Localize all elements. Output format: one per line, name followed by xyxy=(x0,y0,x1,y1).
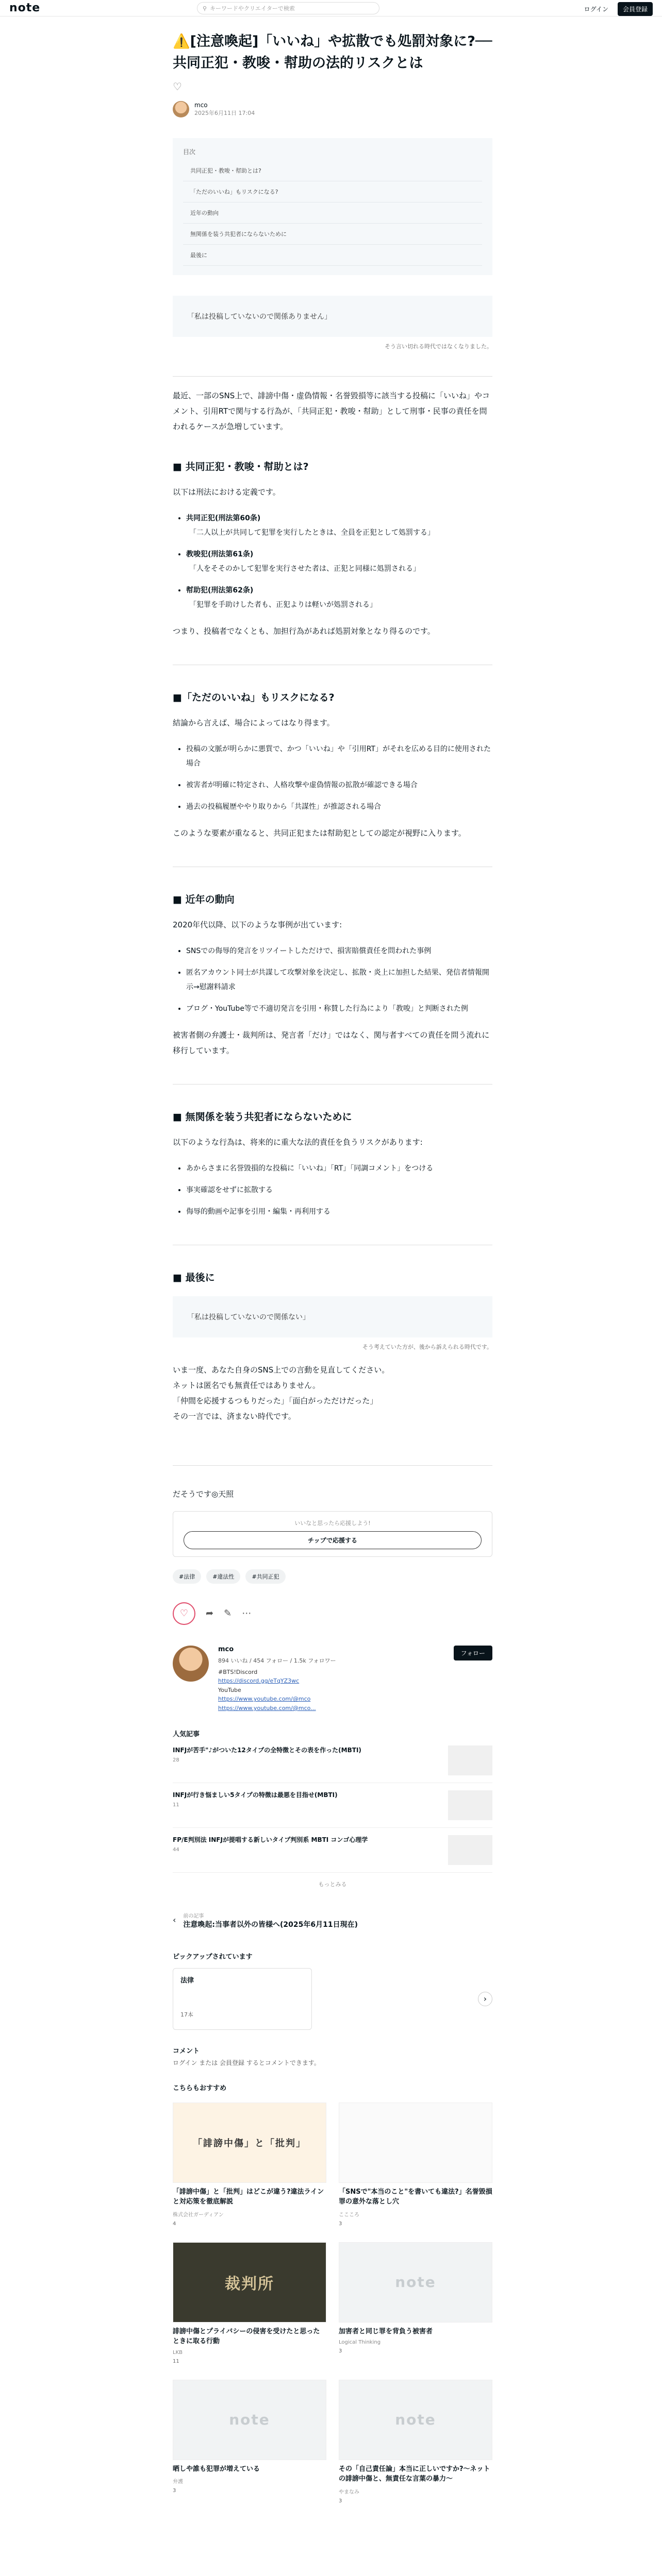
profile-name[interactable]: mco xyxy=(218,1645,234,1653)
article-card[interactable]: note その「自己責任論」本当に正しいですか?〜ネットの誹謗中傷と、無責任な言葉の暴力〜 やまなみ 3 xyxy=(339,2380,492,2504)
recommend-title: こちらもおすすめ xyxy=(173,2084,227,2092)
paragraph: 結論から言えば、場合によってはなり得ます。 xyxy=(173,718,335,727)
avatar[interactable] xyxy=(173,101,189,117)
section-heading: ■ 最後に xyxy=(173,1272,215,1283)
list-item: • 投稿の文脈が明らかに悪質で、かつ「いいね」や「引用RT」がそれを広める目的に使用された場合 xyxy=(186,742,492,771)
author-name[interactable]: mco xyxy=(194,101,208,109)
paragraph: このような要素が重なると、共同正犯または幇助犯としての認定が視野に入ります。 xyxy=(173,828,466,838)
toc-item[interactable]: 最後に xyxy=(183,245,482,266)
tag-list xyxy=(173,1569,492,1584)
pickup-title: ピックアップされています xyxy=(173,1953,253,1961)
action-bar xyxy=(173,1602,492,1625)
profile-link[interactable]: https://www.youtube.com/@mco xyxy=(218,1696,311,1703)
comment-icon[interactable]: ✎ xyxy=(224,1608,232,1619)
section-heading: ■ 無関係を装う共犯者にならないために xyxy=(173,1111,352,1123)
toc-item[interactable]: 近年の動向 xyxy=(183,202,482,224)
article-card[interactable]: note 加害者と同じ罪を背負う被害者 Logical Thinking 3 xyxy=(339,2242,492,2364)
note-logo[interactable]: note xyxy=(9,2,41,14)
search-icon: ⚲ xyxy=(203,5,207,12)
heart-icon[interactable]: ♡ xyxy=(173,80,182,93)
login-button[interactable]: ログイン xyxy=(584,6,608,13)
article-card[interactable]: 裁判所 誹謗中傷とプライバシーの侵害を受けたと思ったときに取る行動 LKB 11 xyxy=(173,2242,326,2364)
search-input[interactable]: ⚲ キーワードやクリエイターで検索 xyxy=(197,2,379,14)
section-heading: ■「ただのいいね」もリスクになる? xyxy=(173,691,335,703)
tag[interactable]: #違法性 xyxy=(206,1569,240,1584)
bullet-list xyxy=(173,1161,492,1219)
table-of-contents xyxy=(173,138,492,275)
pickup-card[interactable]: 法律 17本 xyxy=(173,1968,312,2030)
list-item: • 過去の投稿履歴ややり取りから「共謀性」が推認される場合 xyxy=(186,800,492,814)
definition-list xyxy=(173,511,492,612)
more-icon[interactable]: ⋯ xyxy=(242,1608,252,1619)
tag[interactable]: #共同正犯 xyxy=(245,1569,285,1584)
closing-paragraph: いま一度、あなた自身のSNS上での言動を見直してください。 ネットは匿名でも無責任ではありません。 「仲間を応援するつもりだった」「面白がっただけだった」 その一言では、済まない時代です。 xyxy=(173,1365,390,1421)
blockquote: 「私は投稿していないので関係ありません」 xyxy=(173,296,492,337)
article-title: ⚠️[注意喚起]「いいね」や拡散でも処罰対象に?──共同正犯・教唆・幇助の法的リスクとは xyxy=(173,33,492,71)
list-item: • SNSでの侮辱的発言をリツイートしただけで、損害賠償責任を問われた事例 xyxy=(186,944,492,958)
list-item: • 匿名アカウント同士が共謀して攻撃対象を決定し、拡散・炎上に加担した結果、発信者情報開示→慰謝料請求 xyxy=(186,965,492,994)
list-item: • 幇助犯(刑法第62条) 「犯罪を手助けした者も、正犯よりは軽いが処罰される」 xyxy=(186,583,492,612)
tip-button[interactable]: チップで応援する xyxy=(184,1531,482,1549)
section-heading: ■ 近年の動向 xyxy=(173,893,235,905)
author-profile xyxy=(173,1646,492,1713)
thumbnail xyxy=(448,1790,492,1820)
list-item: • 被害者が明確に特定され、人格攻撃や虚偽情報の拡散が確認できる場合 xyxy=(186,778,492,792)
toc-item[interactable]: 共同正犯・教唆・幇助とは? xyxy=(183,160,482,181)
list-item[interactable]: FP/E判別法 INFJが提唱する新しいタイプ判別系 MBTI コンゴ心理学 44 xyxy=(173,1828,492,1873)
follow-button[interactable]: フォロー xyxy=(454,1646,492,1660)
list-item: • あからさまに名誉毀損的な投稿に「いいね」「RT」「同調コメント」をつける xyxy=(186,1161,492,1176)
support-box xyxy=(173,1511,492,1557)
profile-link[interactable]: https://discord.gg/eTqYZ3wc xyxy=(218,1677,300,1685)
list-item[interactable]: INFJが行き悩ましい5タイプの特徴は最悪を目指せ(MBTI) 11 xyxy=(173,1783,492,1828)
share-arrow-icon[interactable]: ➦ xyxy=(206,1608,214,1619)
divider xyxy=(173,1465,492,1466)
comment-title: コメント xyxy=(173,2047,200,2055)
intro-paragraph: 最近、一部のSNS上で、誹謗中傷・虚偽情報・名誉毀損等に該当する投稿に「いいね」やコメント、引用RTで関与する行為が、「共同正犯・教唆・幇助」として刑事・民事の責任を問われるケースが急増しています。 xyxy=(173,391,490,431)
tag[interactable]: #法律 xyxy=(173,1569,201,1584)
paragraph: つまり、投稿者でなくとも、加担行為があれば処罰対象となり得るのです。 xyxy=(173,626,435,636)
bullet-list xyxy=(173,944,492,1016)
chevron-left-icon: ‹ xyxy=(173,1915,176,1925)
article-card[interactable]: 「誹謗中傷」と「批判」 「誹謗中傷」と「批判」はどこが違う?違法ラインと対応策を徹底解説 株式会社ガーディアン 4 xyxy=(173,2103,326,2227)
profile-stats: 894 いいね / 454 フォロー / 1.5k フォロワー xyxy=(218,1657,336,1664)
quote-cite: そう言い切れる時代ではなくなりました。 xyxy=(385,343,492,350)
list-item: • ブログ・YouTube等で不適切発言を引用・称賛した行為により「教唆」と判断された例 xyxy=(186,1002,492,1016)
thumbnail xyxy=(448,1835,492,1865)
list-item: • 侮辱的動画や記事を引用・編集・再利用する xyxy=(186,1205,492,1219)
signature: だそうです◎天照 xyxy=(173,1489,234,1499)
bullet-list xyxy=(173,742,492,814)
like-button[interactable]: ♡ xyxy=(173,1602,195,1625)
popular-title: 人気記事 xyxy=(173,1730,200,1738)
toc-item[interactable]: 無関係を装う共犯者にならないために xyxy=(183,224,482,245)
toc-title: 目次 xyxy=(183,148,196,156)
support-label: いいなと思ったら応援しよう! xyxy=(294,1519,371,1527)
section-heading: ■ 共同正犯・教唆・幇助とは? xyxy=(173,461,309,472)
profile-avatar[interactable] xyxy=(173,1646,209,1682)
profile-bio: #BTS!Discord https://discord.gg/eTqYZ3wc YouTube https://www.youtube.com/@mco https://www.youtube.com/@mco... xyxy=(218,1668,336,1713)
thumbnail xyxy=(448,1745,492,1775)
quote-cite: そう考えていた方が、後から訴えられる時代です。 xyxy=(362,1343,492,1350)
paragraph: 以下のような行為は、将来的に重大な法的責任を負うリスクがあります: xyxy=(173,1137,423,1147)
comment-prompt[interactable]: ログイン または 会員登録 するとコメントできます。 xyxy=(173,2059,320,2066)
article xyxy=(173,31,492,2504)
blockquote: 「私は投稿していないので関係ない」 xyxy=(173,1296,492,1337)
article-card[interactable]: 「SNSで"本当のこと"を書いても違法?」名誉毀損罪の意外な落とし穴 ここころ 3 xyxy=(339,2103,492,2227)
recommend-grid xyxy=(173,2103,492,2504)
paragraph: 2020年代以降、以下のような事例が出ています: xyxy=(173,920,342,929)
paragraph: 被害者側の弁護士・裁判所は、発言者「だけ」ではなく、関与者すべての責任を問う流れに移行しています。 xyxy=(173,1030,490,1055)
paragraph: 以下は刑法における定義です。 xyxy=(173,487,280,497)
list-item: • 共同正犯(刑法第60条) 「二人以上が共同して犯罪を実行したときは、全員を正犯として処罰する」 xyxy=(186,511,492,540)
profile-link[interactable]: https://www.youtube.com/@mco... xyxy=(218,1705,316,1712)
list-item: • 教唆犯(刑法第61条) 「人をそそのかして犯罪を実行させた者は、正犯と同様に処罰される」 xyxy=(186,547,492,576)
toc-item[interactable]: 「ただのいいね」もリスクになる? xyxy=(183,181,482,202)
divider xyxy=(173,376,492,377)
list-item[interactable]: INFJが苦手"♪がついた12タイプの全特徴とその表を作った(MBTI) 28 xyxy=(173,1738,492,1783)
list-item: • 事実確認をせずに拡散する xyxy=(186,1183,492,1197)
chevron-right-icon[interactable]: › xyxy=(478,1992,492,2006)
more-link[interactable]: もっとみる xyxy=(318,1880,347,1888)
signup-button[interactable]: 会員登録 xyxy=(618,2,653,16)
article-card[interactable]: note 晒しや誰も犯罪が増えている 弁護 3 xyxy=(173,2380,326,2504)
site-header xyxy=(0,0,662,16)
previous-article[interactable]: ‹ 前の記事 注意喚起:当事者以外の皆様へ(2025年6月11日現在) xyxy=(173,1913,358,1929)
publish-date: 2025年6月11日 17:04 xyxy=(194,109,255,116)
